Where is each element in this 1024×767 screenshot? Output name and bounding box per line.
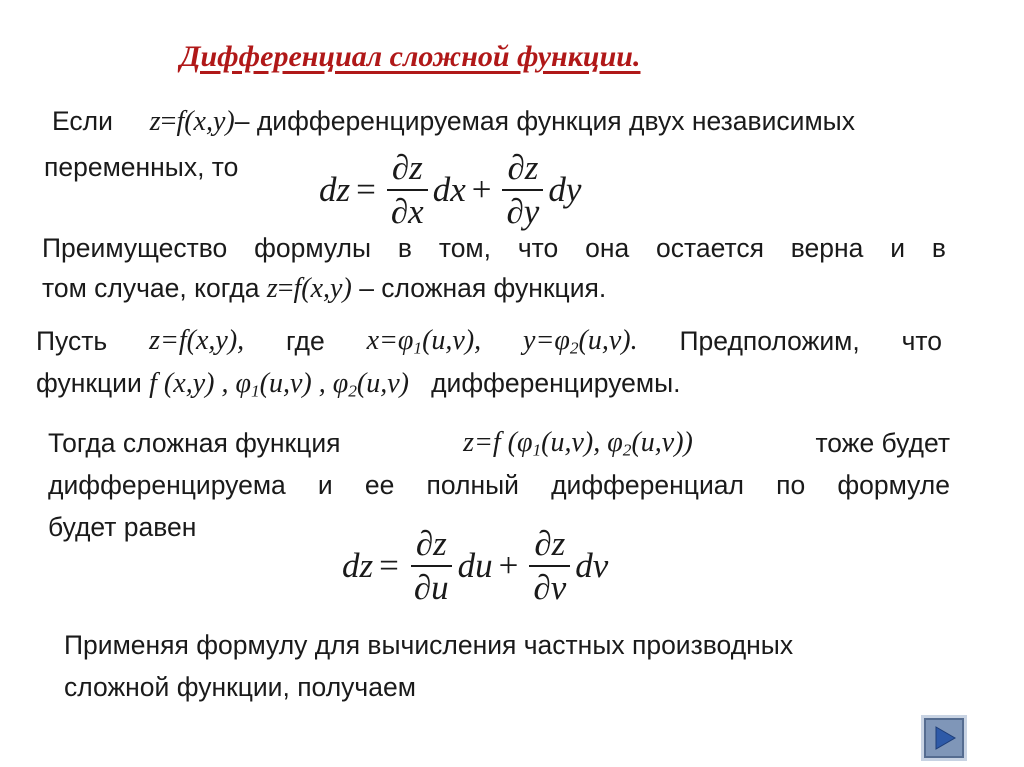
paragraph-then-line2: дифференцируема и ее полный дифференциал по формуле bbox=[48, 470, 950, 500]
paragraph-let-line2: функции f (x,y) , $\varphi_1(u,v)$ , $\varphi_2(u,v)$ дифференцируемы. bbox=[36, 368, 681, 401]
play-triangle-icon bbox=[929, 723, 959, 753]
next-slide-button[interactable] bbox=[921, 715, 967, 761]
paragraph-then-line3: будет равен bbox=[48, 512, 197, 542]
paragraph-then-line1: Тогда сложная функция z=f ($\varphi_1(u,v)$, $\varphi_2(u,v)$) тоже будет bbox=[48, 427, 950, 460]
total-differential-formula: dz = $\frac{\partial z}{\partial x}$ dx + $\frac{\partial z}{\partial y}$ dy bbox=[319, 148, 582, 231]
paragraph-applying-line1: Применяя формулу для вычисления частных производных bbox=[64, 630, 794, 660]
paragraph-let-line1: Пусть z=f(x,y), где $x=\varphi_1(u,v)$, $y=\varphi_2(u,v)$. Предположим, что bbox=[36, 325, 942, 358]
fraction-dz-du: $\frac{\partial z}{\partial u}$ bbox=[409, 524, 454, 608]
fraction-dz-dy: $\frac{\partial z}{\partial y}$ bbox=[502, 148, 545, 232]
fraction-dz-dx: $\frac{\partial z}{\partial x}$ bbox=[386, 148, 429, 232]
paragraph-advantage-line1: Преимущество формулы в том, что она остается верна и в bbox=[42, 233, 946, 263]
composite-differential-formula: dz = $\frac{\partial z}{\partial u}$ du + $\frac{\partial z}{\partial v}$ dv bbox=[342, 524, 609, 607]
paragraph-applying-line2: сложной функции, получаем bbox=[64, 672, 416, 702]
if-description: – дифференцируемая функция двух независимых bbox=[234, 106, 855, 136]
paragraph-if bbox=[52, 102, 855, 141]
paragraph-if-line2: переменных, то bbox=[44, 152, 239, 182]
paragraph-advantage-line2: том случае, когда z=f(x,y) – сложная функция. bbox=[42, 273, 607, 304]
function-expression: z=f(x,y) bbox=[149, 106, 235, 137]
fraction-dz-dv: $\frac{\partial z}{\partial v}$ bbox=[528, 524, 571, 608]
slide-title: Дифференциал сложной функции. bbox=[180, 40, 641, 73]
if-word: Если bbox=[52, 106, 113, 136]
